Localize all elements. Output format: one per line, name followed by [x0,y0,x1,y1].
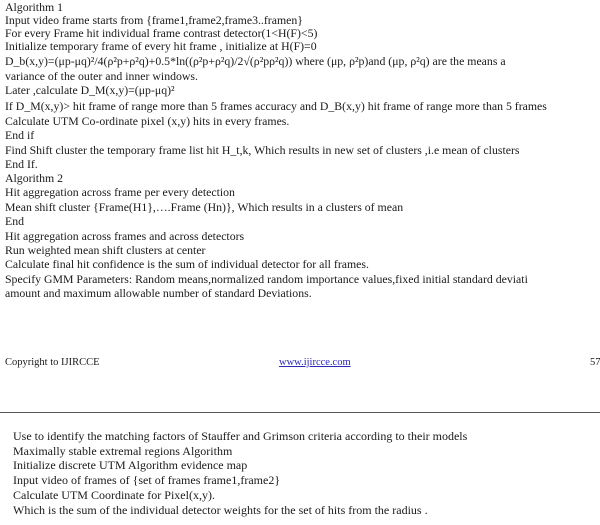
algorithm-1-heading: Algorithm 1 [5,0,63,14]
text-line: Hit aggregation across frames and across detectors [5,229,245,243]
text-line: variance of the outer and inner windows. [5,69,198,83]
text-line: Calculate UTM Coordinate for Pixel(x,y). [13,488,215,502]
text-line: Hit aggregation across frame per every detection [5,185,235,199]
text-line: Which is the sum of the individual detector weights for the set of hits from the radius . [13,503,428,517]
formula-db-line: D_b(x,y)=(μp-μq)²/4(ρ²p+ρ²q)+0.5*ln((ρ²p+ρ²q)/2√(ρ²pρ²q)) where (μp, ρ²p)and (μp, ρ²q) are the means a [5,54,506,68]
journal-url-link[interactable]: www.ijircce.com [279,357,351,368]
copyright-text: Copyright to IJIRCCE [5,357,100,368]
text-line: Specify GMM Parameters: Random means,normalized random importance values,fixed initial standard deviati [5,272,528,286]
text-line: End if [5,128,35,142]
text-line: For every Frame hit individual frame contrast detector(1<H(F)<5) [5,26,318,40]
text-line: Calculate final hit confidence is the sum of individual detector for all frames. [5,257,369,271]
text-line: Initialize discrete UTM Algorithm evidence map [13,458,248,472]
text-line: amount and maximum allowable number of standard Deviations. [5,286,312,300]
algorithm-2-heading: Algorithm 2 [5,171,63,185]
condition-line: If D_M(x,y)> hit frame of range more than 5 frames accuracy and D_B(x,y) hit frame of range more than 5 frames [5,99,547,113]
text-line: Find Shift cluster the temporary frame list hit H_t,k, Which results in new set of clusters ,i.e mean of clusters [5,143,520,157]
text-line: Maximally stable extremal regions Algorithm [13,444,233,458]
text-line: Run weighted mean shift clusters at center [5,243,206,257]
text-line: End [5,214,25,228]
text-line: Use to identify the matching factors of Stauffer and Grimson criteria according to their models [13,429,468,443]
formula-dm-line: Later ,calculate D_M(x,y)=(μp-μq)² [5,83,175,97]
text-line: Initialize temporary frame of every hit frame , initialize at H(F)=0 [5,39,317,53]
text-line: Input video frame starts from {frame1,frame2,frame3..framen} [5,13,303,27]
text-line: End If. [5,157,38,171]
text-line: Calculate UTM Co-ordinate pixel (x,y) hits in every frames. [5,114,290,128]
text-line: Input video of frames of {set of frames frame1,frame2} [13,473,281,487]
page-divider [0,412,600,413]
page-number: 57 [590,357,600,368]
text-line: Mean shift cluster {Frame(H1},….Frame (Hn)}, Which results in a clusters of mean [5,200,404,214]
